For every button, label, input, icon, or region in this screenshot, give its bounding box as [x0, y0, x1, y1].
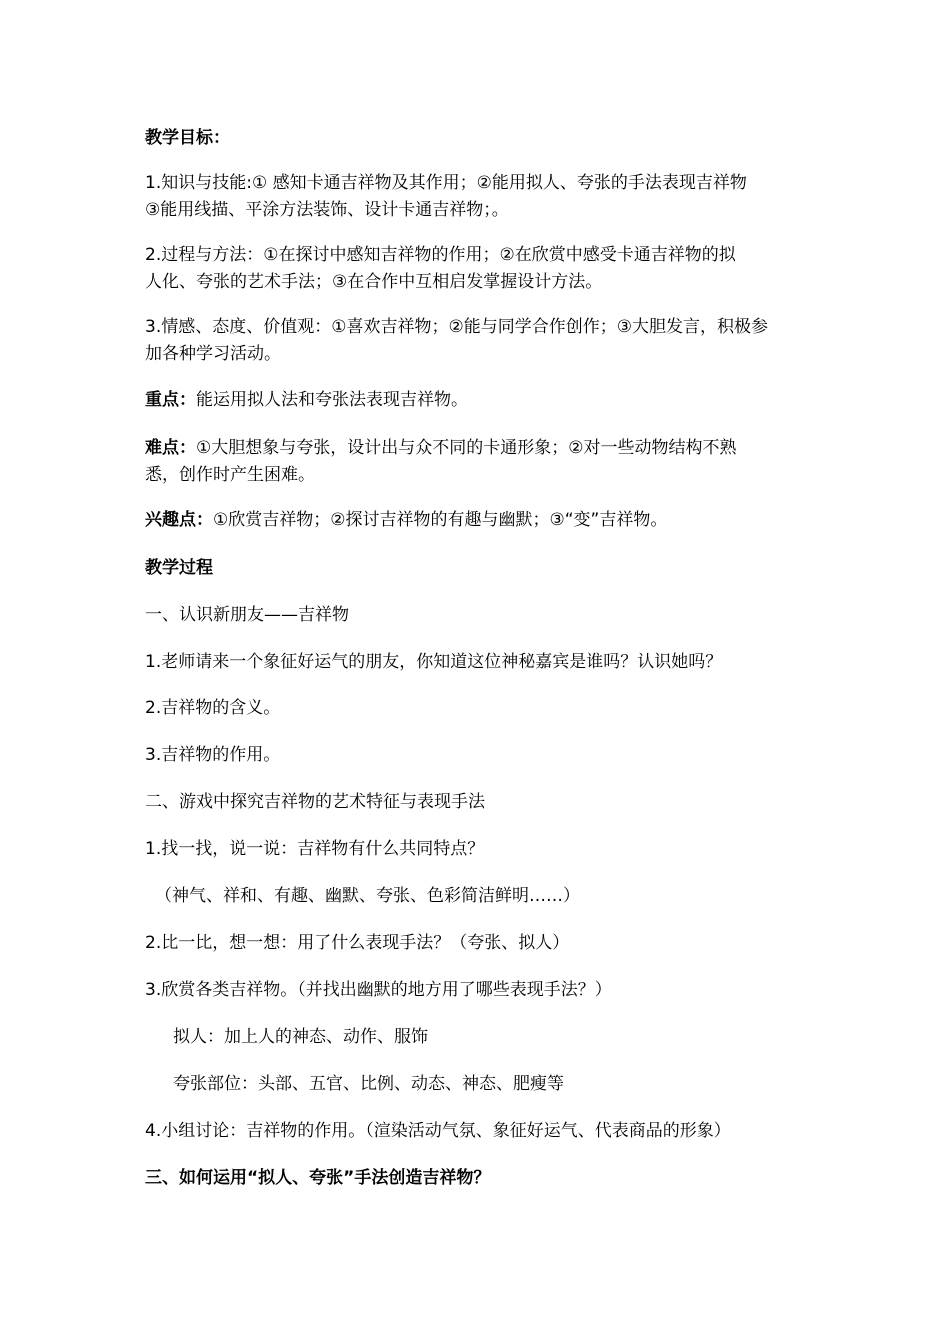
section2-item-1-note: （神气、祥和、有趣、幽默、夸张、色彩简洁鲜明……） — [155, 886, 580, 906]
key-point-label: 重点： — [145, 390, 196, 410]
objective-process-line2: 人化、夸张的艺术手法；③在合作中互相启发掌握设计方法。 — [145, 272, 603, 292]
objective-emotion-line2: 加各种学习活动。 — [145, 344, 281, 364]
difficulty-label: 难点： — [145, 438, 196, 458]
objective-knowledge-line1: 1.知识与技能:① 感知卡通吉祥物及其作用；②能用拟人、夸张的手法表现吉祥物 — [145, 173, 747, 193]
section3-title: 三、如何运用“拟人、夸张”手法创造吉祥物？ — [145, 1168, 491, 1188]
section2-item-4: 4.小组讨论：吉祥物的作用。（渲染活动气氛、象征好运气、代表商品的形象） — [145, 1121, 731, 1141]
section2-title: 二、游戏中探究吉祥物的艺术特征与表现手法 — [145, 792, 485, 812]
objective-knowledge-line2: ③能用线描、平涂方法装饰、设计卡通吉祥物；。 — [145, 200, 509, 220]
document-page — [145, 0, 810, 1344]
difficulty-line2: 悉，创作时产生困难。 — [145, 465, 315, 485]
interest-point — [145, 507, 810, 534]
process-heading: 教学过程 — [145, 558, 213, 578]
difficulty-line1 — [145, 435, 810, 462]
key-point — [145, 387, 810, 414]
section1-title: 一、认识新朋友——吉祥物 — [145, 605, 349, 625]
objective-emotion-line1: 3.情感、态度、价值观：①喜欢吉祥物；②能与同学合作创作；③大胆发言，积极参 — [145, 317, 768, 337]
objectives-heading: 教学目标： — [145, 128, 230, 148]
interest-text: ①欣赏吉祥物；②探讨吉祥物的有趣与幽默；③“变”吉祥物。 — [213, 510, 668, 530]
section2-item-3-sub-2: 夸张部位：头部、五官、比例、动态、神态、肥瘦等 — [173, 1074, 564, 1094]
section1-item-3: 3.吉祥物的作用。 — [145, 745, 281, 765]
objective-process-line1: 2.过程与方法：①在探讨中感知吉祥物的作用；②在欣赏中感受卡通吉祥物的拟 — [145, 245, 736, 265]
section1-item-2: 2.吉祥物的含义。 — [145, 698, 281, 718]
section2-item-3-sub-1: 拟人：加上人的神态、动作、服饰 — [173, 1027, 428, 1047]
section1-item-1: 1.老师请来一个象征好运气的朋友，你知道这位神秘嘉宾是谁吗？认识她吗？ — [145, 652, 723, 672]
section2-item-1: 1.找一找，说一说：吉祥物有什么共同特点？ — [145, 839, 485, 859]
interest-label: 兴趣点： — [145, 510, 213, 530]
key-point-text: 能运用拟人法和夸张法表现吉祥物。 — [196, 390, 468, 410]
section2-item-3: 3.欣赏各类吉祥物。（并找出幽默的地方用了哪些表现手法？） — [145, 980, 612, 1000]
section2-item-2: 2.比一比，想一想：用了什么表现手法？（夸张、拟人） — [145, 933, 570, 953]
difficulty-text: ①大胆想象与夸张，设计出与众不同的卡通形象；②对一些动物结构不熟 — [196, 438, 737, 458]
